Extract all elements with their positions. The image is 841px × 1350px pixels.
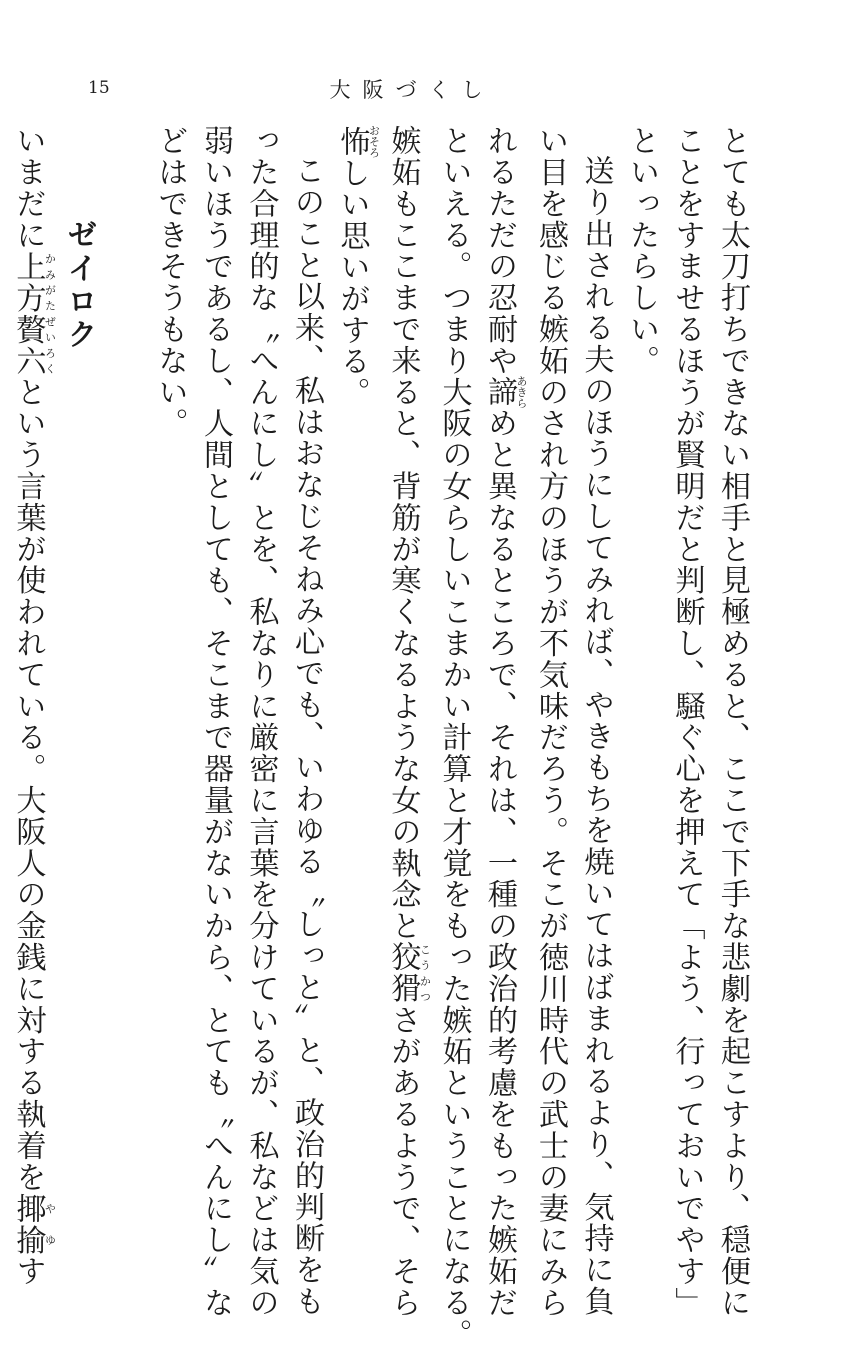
ruby-base: 上方贅六 [10,250,46,377]
ruby-base: 怖 [334,125,370,158]
text-line: 弱いほうであるし、人間としても、そこまで器量がないから、とても〝へんにし〟な [198,125,233,1319]
text-line [431,125,477,1350]
text-segment: さがあるようで、そら [385,1004,421,1319]
furigana: あきら [515,375,528,409]
text-segment: ことになる。 [436,1161,472,1350]
section-heading: ゼイロク [61,218,97,352]
furigana: やゆ [43,1192,57,1256]
text-segment: いまだに [10,125,46,251]
vertical-body-text [5,125,755,1350]
text-segment: めと異なるところで、それは、一種の政治的考慮をもった嫉妬だ [482,407,517,1319]
furigana: おそろ [367,125,381,158]
text-segment: といえる。つまり大阪の女らしいこまかい計算と才覚をもった嫉妬という [436,125,472,1162]
furigana: かみがたぜいろく [43,250,57,377]
text-line [380,125,432,1319]
text-line: った合理的な〝へんにし〟とを、私なりに厳密に言葉を分けているが、私などは気の [243,125,279,1319]
text-segment: れるただの忍耐や [482,125,517,377]
text-segment: しい思いがする。 [334,157,370,409]
text-segment: という言葉が使われている。大阪人の金銭に対する執着を [10,376,46,1193]
ruby-word [482,375,528,409]
ruby-word [10,250,57,377]
text-line [329,125,380,1125]
text-line: とても太刀打ちできない相手と見極めると、ここで下手な悲劇を起こすより、穏便に [715,125,750,1319]
text-line [5,125,57,1287]
text-line: どはできそうもない。 [152,125,188,439]
ruby-base: 揶揄 [10,1192,46,1256]
ruby-word [385,941,432,1005]
text-line: といったらしい。 [624,125,659,377]
text-line: 送り出される夫のほうにしてみれば、やきもちを焼いてはばまれるより、気持に負 [578,155,614,1317]
furigana: こうかつ [418,941,432,1005]
blank-line [102,125,148,1125]
ruby-base: 狡猾 [385,941,421,1005]
ruby-word [10,1192,57,1256]
text-segment: 嫉妬もここまで来ると、背筋が寒くなるような女の執念と [385,125,421,942]
running-title: 大阪づくし [329,78,495,102]
text-line: ことをすませるほうが賢明だと判断し、騒ぐ心を押えて「よう、行っておいでやす」 [669,125,705,1319]
page-number: 15 [88,78,110,98]
ruby-word [334,125,381,158]
ruby-base: 諦 [482,375,517,409]
text-line [477,125,528,1319]
text-segment: す [10,1255,46,1287]
text-line: い目を感じる嫉妬のされ方のほうが不気味だろう。そこが徳川時代の武士の妻にみら [533,125,568,1319]
text-line: このこと以来、私はおなじそねみ心でも、いわゆる〝しっと〟と、政治的判断をも [289,155,324,1317]
